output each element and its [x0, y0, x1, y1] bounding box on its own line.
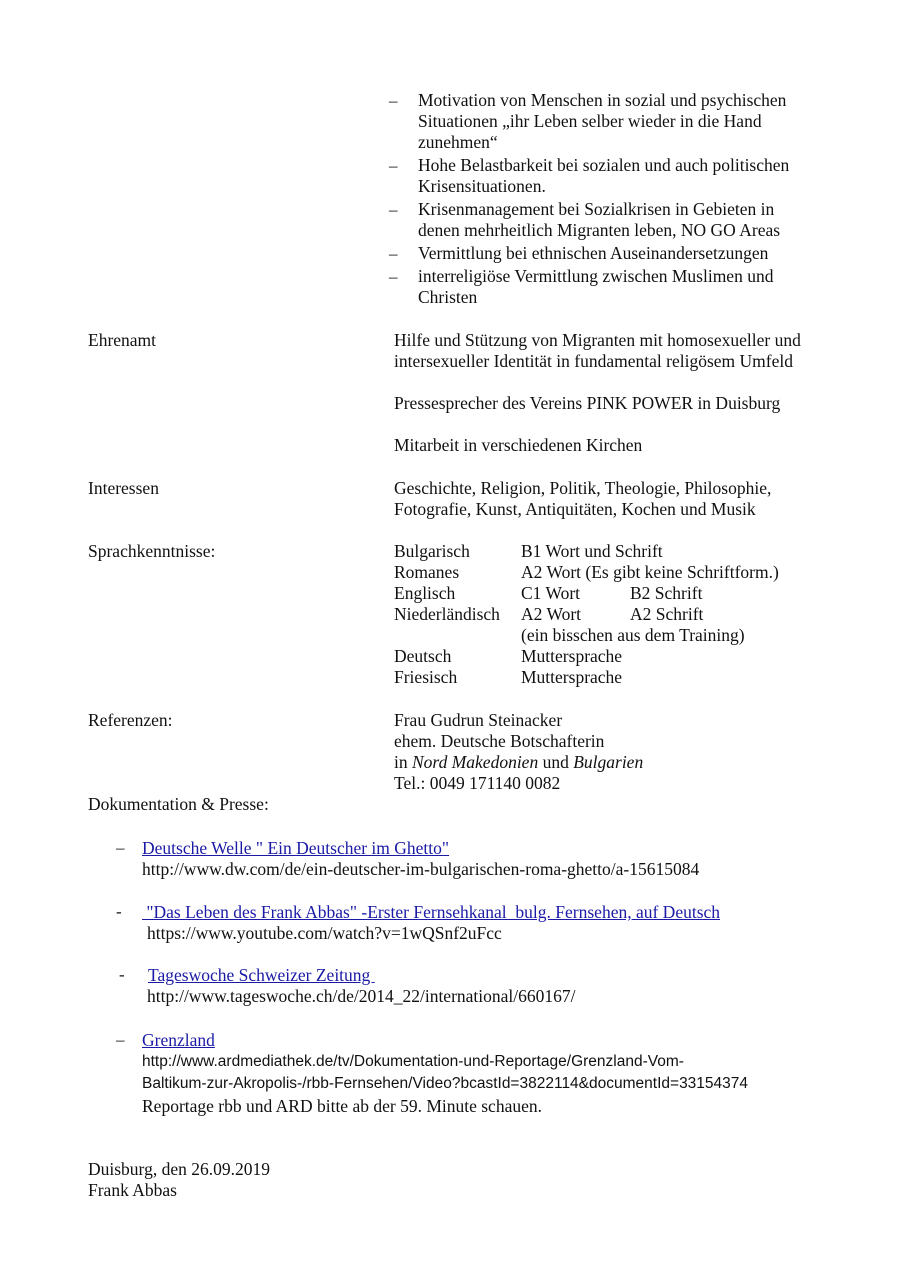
language-name: Deutsch	[394, 646, 452, 666]
section-label: Dokumentation & Presse:	[88, 794, 269, 814]
country-name: Bulgarien	[573, 752, 644, 772]
language-level: A2 Wort (Es gibt keine Schriftform.)	[521, 562, 779, 582]
text-in: in	[394, 752, 412, 772]
bullet-dash: –	[116, 838, 125, 857]
press-url: http://www.ardmediathek.de/tv/Dokumentation-und-Reportage/Grenzland-Vom-	[142, 1053, 684, 1070]
press-url: https://www.youtube.com/watch?v=1wQSnf2uFcc	[147, 923, 502, 943]
press-url: http://www.dw.com/de/ein-deutscher-im-bulgarischen-roma-ghetto/a-15615084	[142, 859, 700, 879]
list-item: denen mehrheitlich Migranten leben, NO GO Areas	[418, 220, 781, 240]
text-line: Fotografie, Kunst, Antiquitäten, Kochen und Musik	[394, 499, 756, 519]
author-name: Frank Abbas	[88, 1180, 177, 1200]
language-name: Niederländisch	[394, 604, 500, 624]
bullet-dash: –	[389, 156, 398, 175]
country-name: Nord Makedonien	[412, 752, 539, 772]
list-item: interreligiöse Vermittlung zwischen Muslimen und	[418, 266, 774, 286]
press-link-deutsche-welle[interactable]: Deutsche Welle " Ein Deutscher im Ghetto"	[142, 838, 450, 858]
bullet-dash: -	[116, 902, 122, 921]
language-name: Englisch	[394, 583, 456, 603]
language-level: Muttersprache	[521, 667, 623, 687]
text-line: Pressesprecher des Vereins PINK POWER in Duisburg	[394, 393, 781, 413]
list-item: Hohe Belastbarkeit bei sozialen und auch politischen	[418, 155, 790, 175]
press-link-grenzland[interactable]: Grenzland	[142, 1030, 215, 1050]
bullet-dash: –	[389, 200, 398, 219]
place-date: Duisburg, den 26.09.2019	[88, 1159, 270, 1179]
bullet-dash: -	[119, 965, 125, 984]
press-note: Reportage rbb und ARD bitte ab der 59. Minute schauen.	[142, 1096, 542, 1116]
language-name: Friesisch	[394, 667, 458, 687]
bullet-dash: –	[389, 267, 398, 286]
list-item: Situationen „ihr Leben selber wieder in die Hand	[418, 111, 762, 131]
list-item: Krisensituationen.	[418, 176, 546, 196]
text-line: Geschichte, Religion, Politik, Theologie, Philosophie,	[394, 478, 772, 498]
reference-phone: Tel.: 0049 171140 0082	[394, 773, 561, 793]
language-level: A2 Wort	[521, 604, 582, 624]
reference-countries	[394, 752, 643, 773]
list-item: Motivation von Menschen in sozial und psychischen	[418, 90, 787, 110]
text-line: Hilfe und Stützung von Migranten mit homosexueller und	[394, 330, 801, 350]
language-name: Romanes	[394, 562, 460, 582]
bullet-dash: –	[389, 91, 398, 110]
press-link-leben-frank-abbas[interactable]: "Das Leben des Frank Abbas" -Erster Fernsehkanal bulg. Fernsehen, auf Deutsch	[142, 902, 721, 922]
bullet-dash: –	[389, 244, 398, 263]
language-level-written: B2 Schrift	[630, 583, 703, 603]
language-level-written: A2 Schrift	[630, 604, 704, 624]
section-label: Sprachkenntnisse:	[88, 541, 216, 561]
text-line: intersexueller Identität in fundamental religösem Umfeld	[394, 351, 793, 371]
language-name: Bulgarisch	[394, 541, 470, 561]
section-label: Referenzen:	[88, 710, 173, 730]
list-item: zunehmen“	[418, 132, 498, 152]
language-note: (ein bisschen aus dem Training)	[521, 625, 745, 645]
list-item: Krisenmanagement bei Sozialkrisen in Gebieten in	[418, 199, 775, 219]
press-url: Baltikum-zur-Akropolis-/rbb-Fernsehen/Video?bcastId=3822114&documentId=33154374	[142, 1075, 749, 1092]
section-label: Ehrenamt	[88, 330, 157, 350]
list-item: Vermittlung bei ethnischen Auseinandersetzungen	[418, 243, 769, 263]
press-link-tageswoche[interactable]: Tageswoche Schweizer Zeitung	[148, 965, 375, 985]
list-item: Christen	[418, 287, 478, 307]
bullet-dash: –	[116, 1030, 125, 1049]
reference-role: ehem. Deutsche Botschafterin	[394, 731, 605, 751]
press-url: http://www.tageswoche.ch/de/2014_22/international/660167/	[147, 986, 576, 1006]
section-label: Interessen	[88, 478, 159, 498]
language-level: B1 Wort und Schrift	[521, 541, 663, 561]
language-level: Muttersprache	[521, 646, 623, 666]
language-level: C1 Wort	[521, 583, 581, 603]
reference-name: Frau Gudrun Steinacker	[394, 710, 563, 730]
text-und: und	[538, 752, 574, 772]
text-line: Mitarbeit in verschiedenen Kirchen	[394, 435, 643, 455]
